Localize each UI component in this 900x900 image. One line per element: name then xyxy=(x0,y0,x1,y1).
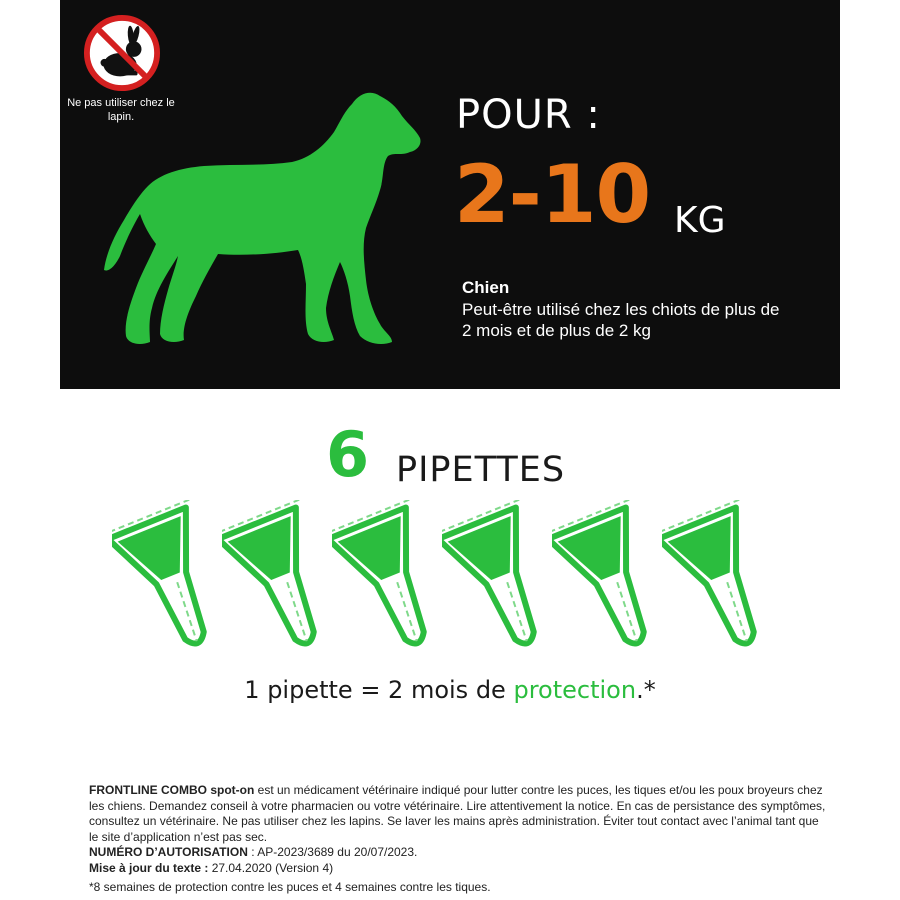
update-label: Mise à jour du texte : xyxy=(89,860,209,875)
weight-range: 2-10 xyxy=(454,148,651,241)
hero-banner xyxy=(60,0,840,389)
legal-notice xyxy=(89,783,829,876)
pipette-icon xyxy=(442,500,562,665)
pipette-icon xyxy=(662,500,782,665)
dog-silhouette-icon xyxy=(104,86,434,352)
protection-tagline xyxy=(0,676,900,704)
pipette-icon xyxy=(552,500,672,665)
pipette-count-label: PIPETTES xyxy=(396,450,566,490)
rabbit-warning-text: Ne pas utiliser chez le lapin. xyxy=(67,97,175,123)
weight-unit: KG xyxy=(674,200,726,241)
legal-description xyxy=(89,783,829,845)
pour-label: POUR : xyxy=(456,92,601,138)
update-value: 27.04.2020 (Version 4) xyxy=(208,860,334,875)
tagline-prefix: 1 pipette = 2 mois de xyxy=(244,676,514,704)
product-name: FRONTLINE COMBO spot-on xyxy=(89,783,255,797)
pipette-count: 6 xyxy=(326,418,370,491)
product-description: est un médicament vétérinaire indiqué pour lutter contre les puces, les tiques et/ou les poux broyeurs chez les chiens. Demandez conseil à votre pharmacien ou votre vétérinaire. Lire attentivement la notice. En cas de persistance des symptômes, consultez un vétérinaire. Ne pas utiliser chez les lapins. Se laver les mains après administration. Éviter tout contact avec l’animal tant que le site d’application n’est pas sec. xyxy=(89,783,826,844)
footnote: *8 semaines de protection contre les puces et 4 semaines contre les tiques. xyxy=(89,880,491,894)
species-label: Chien xyxy=(462,278,510,297)
no-rabbit-icon xyxy=(83,14,161,92)
authorisation-label: NUMÉRO D’AUTORISATION xyxy=(89,845,248,859)
tagline-highlight: protection xyxy=(513,676,637,704)
pipette-icon xyxy=(112,500,232,665)
authorisation-value: : AP-2023/3689 du 20/07/2023. xyxy=(247,845,418,859)
species-note: Peut-être utilisé chez les chiots de plus de 2 mois et de plus de 2 kg xyxy=(462,300,780,340)
pipette-icon xyxy=(222,500,342,665)
authorisation-line xyxy=(89,845,829,861)
pipette-icon xyxy=(332,500,452,665)
pipettes-row xyxy=(112,500,792,670)
tagline-suffix: .* xyxy=(636,676,656,704)
update-line xyxy=(89,861,829,877)
